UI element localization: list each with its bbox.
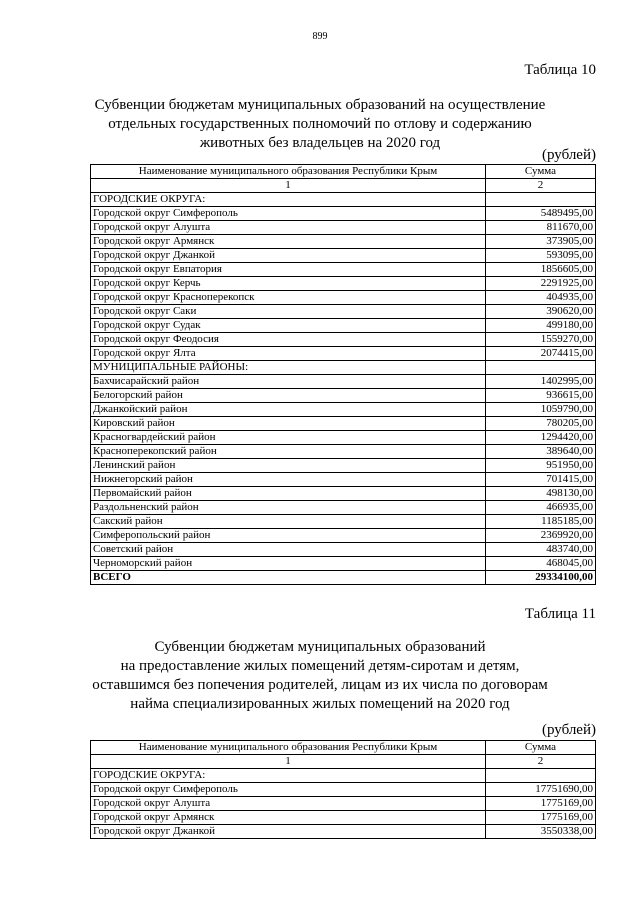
table11-title-line: найма специализированных жилых помещений на 2020 год	[130, 696, 510, 712]
cell-name: Городской округ Армянск	[91, 235, 486, 249]
cell-amount: 1294420,00	[486, 431, 596, 445]
cell-name: Наименование муниципального образования Республики Крым	[91, 165, 486, 179]
table-row	[91, 361, 596, 375]
cell-amount: 936615,00	[486, 389, 596, 403]
table-row	[91, 263, 596, 277]
column-number-row	[91, 755, 596, 769]
table-row	[91, 417, 596, 431]
cell-amount: 811670,00	[486, 221, 596, 235]
cell-name: Сакский район	[91, 515, 486, 529]
table11	[90, 740, 596, 839]
cell-amount	[486, 769, 596, 783]
cell-amount: 373905,00	[486, 235, 596, 249]
table-row	[91, 347, 596, 361]
table10-label: Таблица 10	[524, 62, 596, 78]
cell-amount: 2	[486, 179, 596, 193]
cell-amount: 499180,00	[486, 319, 596, 333]
table-header-row	[91, 741, 596, 755]
cell-name: ГОРОДСКИЕ ОКРУГА:	[91, 193, 486, 207]
cell-name: Городской округ Армянск	[91, 811, 486, 825]
cell-name: Городской округ Судак	[91, 319, 486, 333]
cell-name: Городской округ Джанкой	[91, 249, 486, 263]
table-row	[91, 473, 596, 487]
cell-name: Городской округ Ялта	[91, 347, 486, 361]
cell-amount: 483740,00	[486, 543, 596, 557]
cell-name: Наименование муниципального образования Республики Крым	[91, 741, 486, 755]
cell-name: Красногвардейский район	[91, 431, 486, 445]
cell-name: Красноперекопский район	[91, 445, 486, 459]
cell-amount: 2369920,00	[486, 529, 596, 543]
table-row	[91, 797, 596, 811]
table11-title-line: оставшимся без попечения родителей, лицам из их числа по договорам	[92, 677, 548, 693]
table10-title-line: отдельных государственных полномочий по отлову и содержанию	[108, 116, 532, 132]
cell-amount: 951950,00	[486, 459, 596, 473]
table11-label: Таблица 11	[524, 606, 596, 622]
cell-amount: 1402995,00	[486, 375, 596, 389]
table-row	[91, 825, 596, 839]
table-row	[91, 207, 596, 221]
cell-amount: 2291925,00	[486, 277, 596, 291]
table-row	[91, 543, 596, 557]
cell-amount: 29334100,00	[486, 571, 596, 585]
cell-name: Городской округ Симферополь	[91, 207, 486, 221]
cell-amount: 1856605,00	[486, 263, 596, 277]
column-number-row	[91, 179, 596, 193]
cell-name: Симферопольский район	[91, 529, 486, 543]
table-row	[91, 375, 596, 389]
cell-amount: 780205,00	[486, 417, 596, 431]
cell-amount: 468045,00	[486, 557, 596, 571]
table-row	[91, 811, 596, 825]
table-row	[91, 783, 596, 797]
cell-amount	[486, 193, 596, 207]
cell-amount: 389640,00	[486, 445, 596, 459]
table11-unit: (рублей)	[541, 722, 596, 738]
total-row	[91, 571, 596, 585]
page-number: 899	[312, 31, 328, 42]
cell-amount: 2	[486, 755, 596, 769]
table-row	[91, 249, 596, 263]
cell-name: Городской округ Красноперекопск	[91, 291, 486, 305]
cell-name: 1	[91, 179, 486, 193]
cell-amount: 390620,00	[486, 305, 596, 319]
table10-title-line: Субвенции бюджетам муниципальных образований на осуществление	[94, 97, 546, 113]
cell-name: Белогорский район	[91, 389, 486, 403]
table-row	[91, 319, 596, 333]
table11-title	[60, 638, 580, 714]
cell-name: Кировский район	[91, 417, 486, 431]
table-row	[91, 333, 596, 347]
cell-amount: 1559270,00	[486, 333, 596, 347]
cell-name: Советский район	[91, 543, 486, 557]
cell-name: Джанкойский район	[91, 403, 486, 417]
cell-name: 1	[91, 755, 486, 769]
table-row	[91, 403, 596, 417]
table-row	[91, 235, 596, 249]
cell-name: Городской округ Алушта	[91, 797, 486, 811]
cell-amount: 2074415,00	[486, 347, 596, 361]
cell-name: Ленинский район	[91, 459, 486, 473]
cell-amount: 498130,00	[486, 487, 596, 501]
table10-unit: (рублей)	[541, 147, 596, 163]
cell-name: Раздольненский район	[91, 501, 486, 515]
cell-amount: 3550338,00	[486, 825, 596, 839]
table-row	[91, 389, 596, 403]
cell-name: Городской округ Евпатория	[91, 263, 486, 277]
cell-amount: Сумма	[486, 741, 596, 755]
cell-amount: 17751690,00	[486, 783, 596, 797]
cell-amount	[486, 361, 596, 375]
cell-name: Нижнегорский район	[91, 473, 486, 487]
cell-amount: 5489495,00	[486, 207, 596, 221]
table11-title-line: Субвенции бюджетам муниципальных образований	[154, 639, 486, 655]
table-row	[91, 557, 596, 571]
cell-amount: 701415,00	[486, 473, 596, 487]
cell-amount: 404935,00	[486, 291, 596, 305]
cell-name: Городской округ Алушта	[91, 221, 486, 235]
cell-amount: 593095,00	[486, 249, 596, 263]
cell-name: Городской округ Керчь	[91, 277, 486, 291]
cell-name: Городской округ Саки	[91, 305, 486, 319]
table-row	[91, 487, 596, 501]
table-row	[91, 221, 596, 235]
table10	[90, 164, 596, 585]
cell-name: Бахчисарайский район	[91, 375, 486, 389]
table-row	[91, 515, 596, 529]
cell-name: ВСЕГО	[91, 571, 486, 585]
table-row	[91, 291, 596, 305]
cell-name: Черноморский район	[91, 557, 486, 571]
cell-amount: 1775169,00	[486, 811, 596, 825]
cell-name: ГОРОДСКИЕ ОКРУГА:	[91, 769, 486, 783]
table-row	[91, 277, 596, 291]
cell-amount: 1059790,00	[486, 403, 596, 417]
table-row	[91, 501, 596, 515]
cell-amount: 1775169,00	[486, 797, 596, 811]
table11-title-line: на предоставление жилых помещений детям-сиротам и детям,	[120, 658, 520, 674]
cell-amount: 466935,00	[486, 501, 596, 515]
table10-title	[60, 96, 580, 153]
cell-name: Городской округ Феодосия	[91, 333, 486, 347]
cell-amount: Сумма	[486, 165, 596, 179]
table10-title-line: животных без владельцев на 2020 год	[199, 135, 441, 151]
cell-name: МУНИЦИПАЛЬНЫЕ РАЙОНЫ:	[91, 361, 486, 375]
table-row	[91, 769, 596, 783]
table-row	[91, 193, 596, 207]
cell-amount: 1185185,00	[486, 515, 596, 529]
table-row	[91, 305, 596, 319]
cell-name: Первомайский район	[91, 487, 486, 501]
cell-name: Городской округ Симферополь	[91, 783, 486, 797]
cell-name: Городской округ Джанкой	[91, 825, 486, 839]
table-header-row	[91, 165, 596, 179]
table-row	[91, 445, 596, 459]
table-row	[91, 431, 596, 445]
table-row	[91, 529, 596, 543]
table-row	[91, 459, 596, 473]
